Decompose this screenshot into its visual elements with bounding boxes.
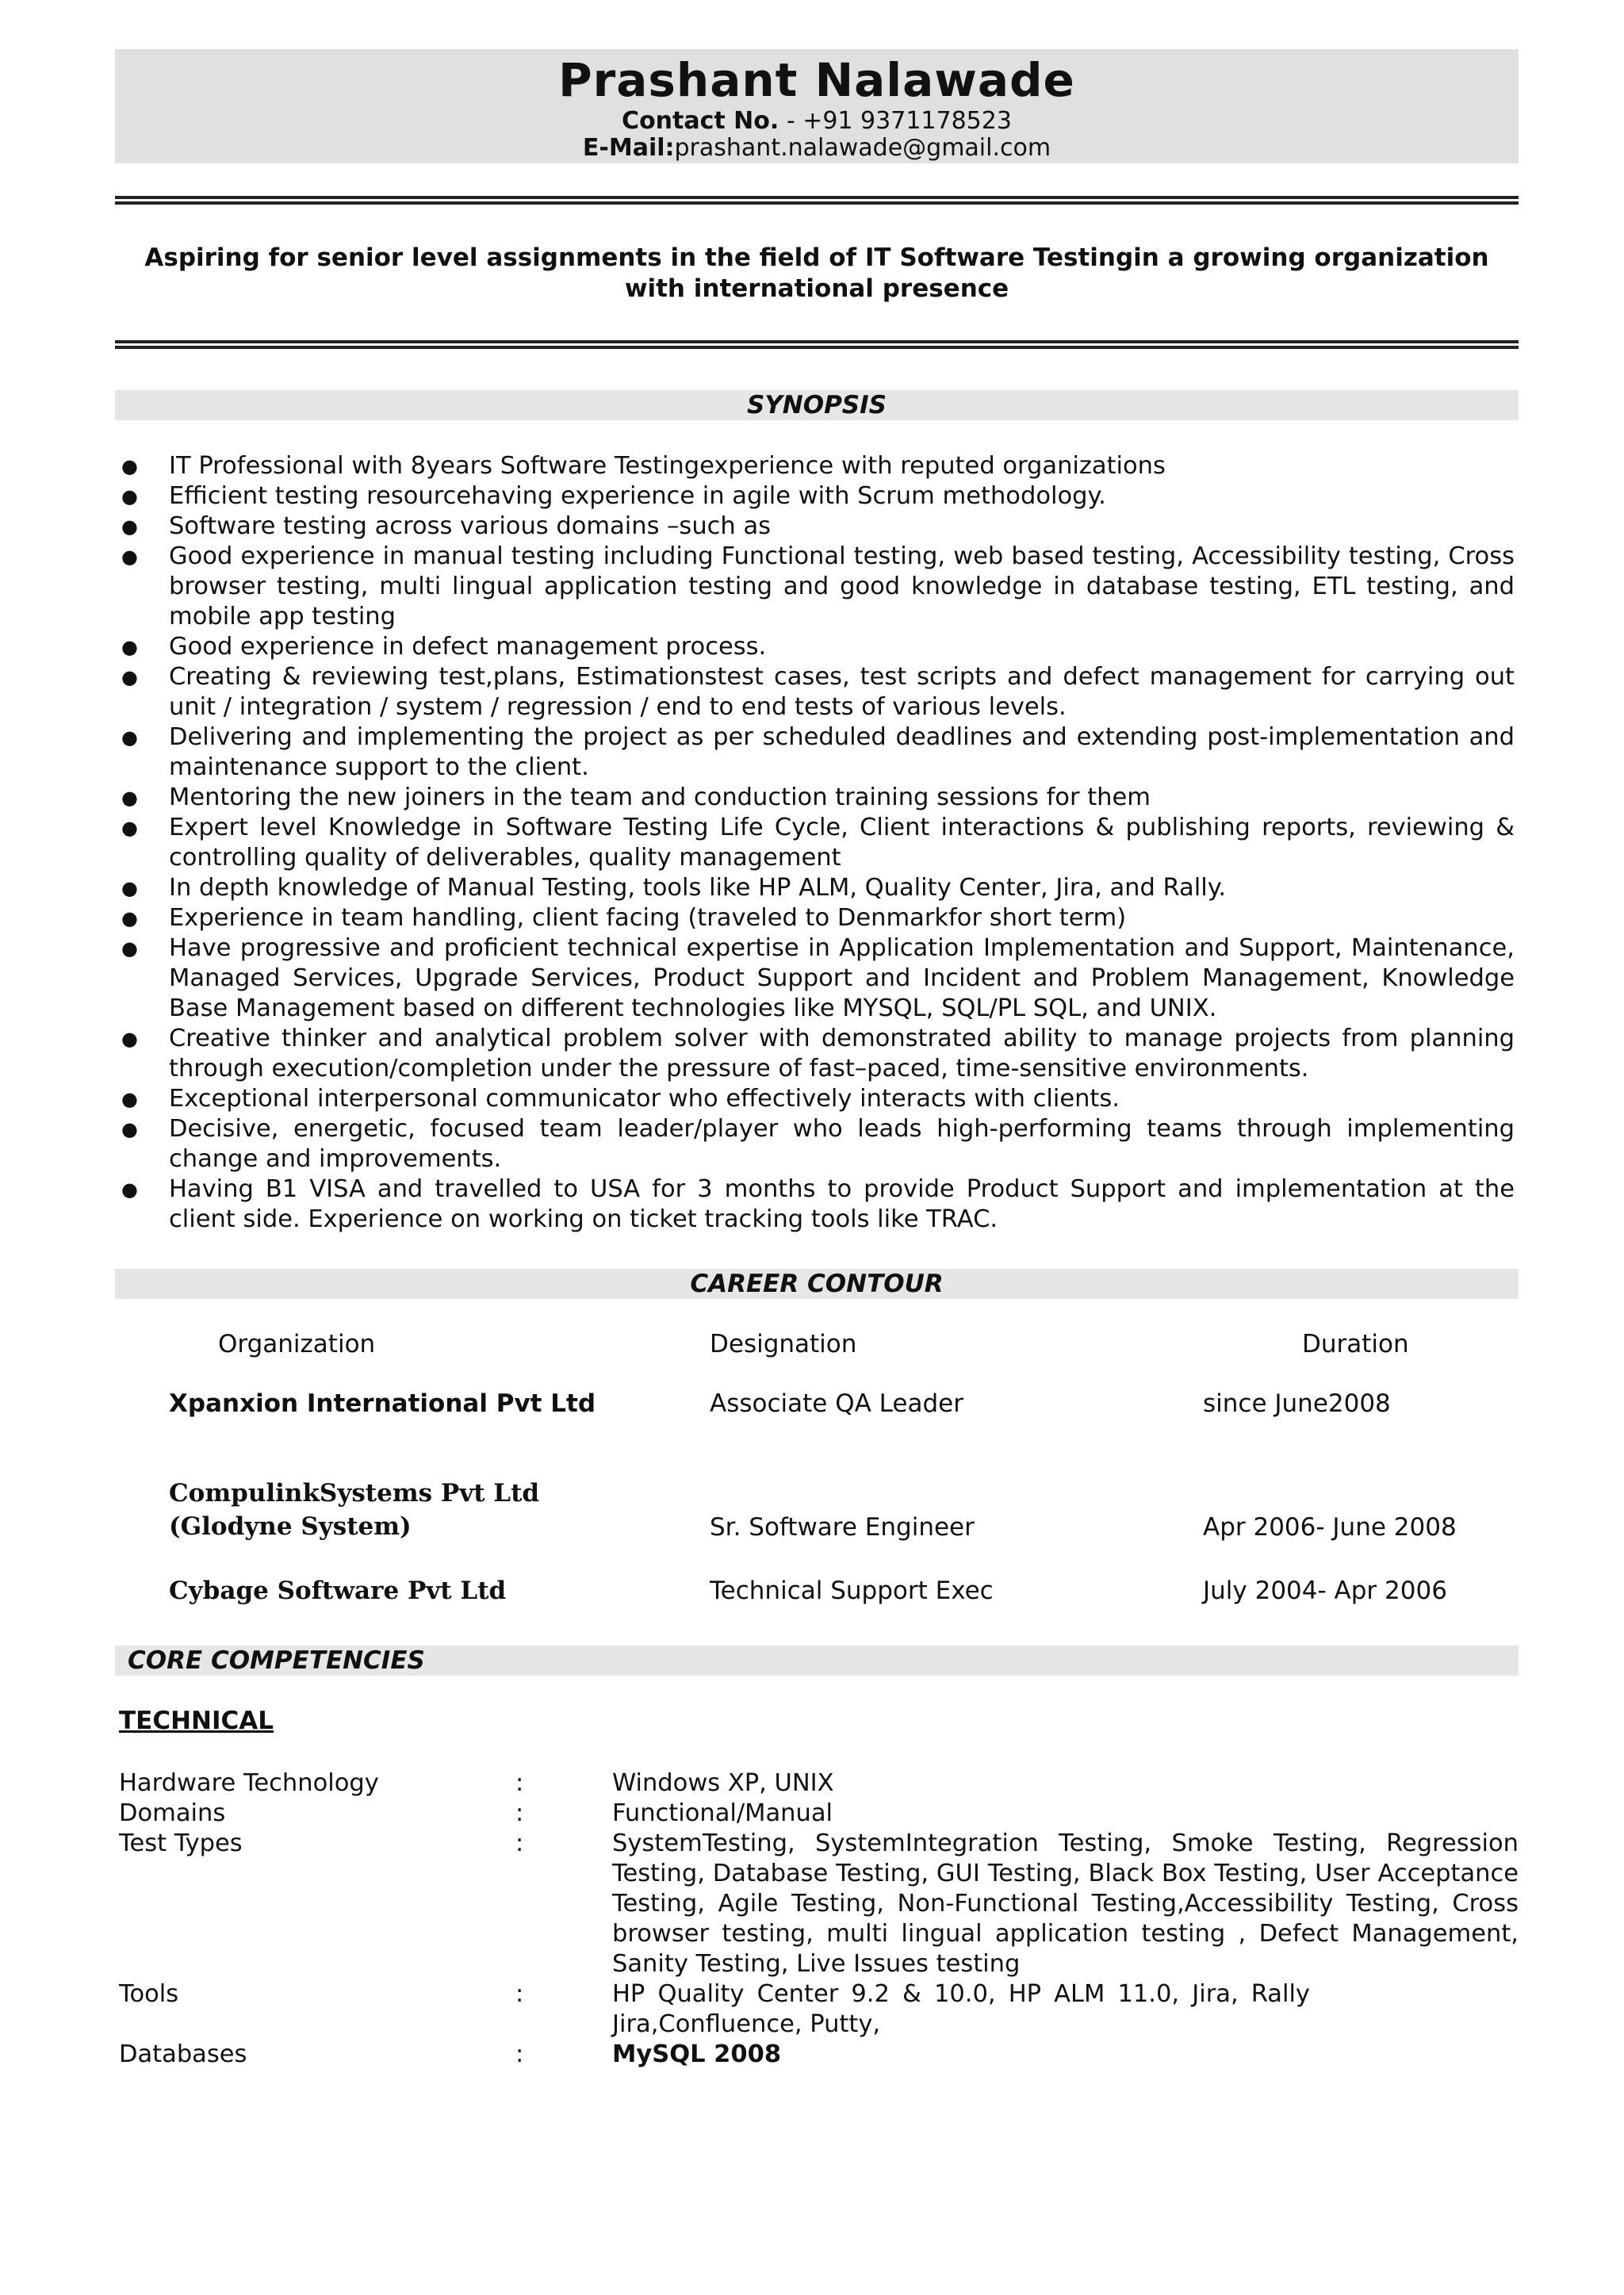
row-colon: : [515,1829,524,1857]
duration: since June2008 [1203,1389,1391,1418]
row-label: Databases [119,2040,247,2068]
list-item: ● In depth knowledge of Manual Testing, tools like HP ALM, Quality Center, Jira, and Rally. [121,874,1227,902]
col-header-organization: Organization [218,1330,376,1358]
header-block [115,49,1519,163]
section-career-title: CAREER CONTOUR [115,1269,1519,1299]
divider-objective [115,340,1519,351]
table-row [119,2040,1519,2070]
table-row [119,1979,1519,2040]
section-synopsis-title: SYNOPSIS [115,390,1519,420]
email-value: prashant.nalawade@gmail.com [674,134,1051,162]
duration: July 2004- Apr 2006 [1203,1577,1447,1605]
list-item: ● Experience in team handling, client facing (traveled to Denmarkfor short term) [121,904,1127,932]
duration: Apr 2006- June 2008 [1203,1513,1457,1542]
section-core-competencies-title: CORE COMPETENCIES [115,1646,1519,1676]
technical-table [119,1768,1519,2070]
row-label: Tools [119,1980,179,2008]
email-line [115,135,1519,162]
row-colon: : [515,2040,524,2068]
row-label: Domains [119,1799,226,1827]
list-item: ● Exceptional interpersonal communicator who effectively interacts with clients. [121,1085,1120,1113]
list-item: ● Have progressive and proficient technical expertise in Application Implementation and Support, Maintenance, Managed Services, Upgrade Services, Product Support and Incident and Problem Management, Knowledge Base Management based on different technologies like MYSQL, SQL/PL SQL, and UNIX. [121,934,1515,1022]
list-item: ● Mentoring the new joiners in the team and conduction training sessions for them [121,784,1151,811]
list-item: ● Expert level Knowledge in Software Testing Life Cycle, Client interactions & publishing reports, reviewing & controlling quality of deliverables, quality management [121,814,1515,872]
contact-line [115,108,1519,135]
row-colon: : [515,1769,524,1797]
org-name: CompulinkSystems Pvt Ltd (Glodyne System) [169,1479,540,1541]
list-item: ● Having B1 VISA and travelled to USA for 3 months to provide Product Support and implementation at the client side. Experience on working on ticket tracking tools like TRAC. [121,1175,1515,1233]
list-item: ● Delivering and implementing the project as per scheduled deadlines and extending post-implementation and maintenance support to the client. [121,723,1515,781]
list-item: ● Efficient testing resourcehaving experience in agile with Scrum methodology. [121,482,1106,510]
candidate-name: Prashant Nalawade [558,53,1075,107]
list-item: ● Decisive, energetic, focused team leader/player who leads high-performing teams through implementing change and improvements. [121,1115,1515,1173]
designation: Associate QA Leader [710,1389,963,1418]
designation: Technical Support Exec [710,1577,994,1605]
contact-value: - +91 9371178523 [779,107,1012,135]
row-label: Hardware Technology [119,1769,379,1797]
row-colon: : [515,1799,524,1827]
email-label: E-Mail: [582,134,675,162]
divider-top [115,196,1519,207]
row-value: SystemTesting, SystemIntegration Testing, Smoke Testing, Regression Testing, Database Testing, GUI Testing, Black Box Testing, User Acceptance Testing, Agile Testing, Non-Functional Testing,Accessibility Testing, Cross browser testing, multi lingual application testing , Defect Management, Sanity Testing, Live Issues testing [612,1829,1519,1978]
row-value: HP Quality Center 9.2 & 10.0, HP ALM 11.0, Jira, Rally Jira,Confluence, Putty, [612,1980,1310,2038]
row-value: MySQL 2008 [612,2040,782,2068]
col-header-duration: Duration [1302,1330,1409,1358]
org-name: Cybage Software Pvt Ltd [169,1577,507,1605]
row-label: Test Types [119,1829,243,1857]
list-item: ● Software testing across various domains –such as [121,512,772,540]
row-value: Windows XP, UNIX [612,1769,834,1797]
row-value: Functional/Manual [612,1799,833,1827]
designation: Sr. Software Engineer [710,1513,975,1542]
table-row [119,1829,1519,1979]
list-item: ● Creative thinker and analytical problem solver with demonstrated ability to manage projects from planning through execution/completion under the pressure of fast–paced, time-sensitive environments. [121,1025,1515,1082]
objective-statement: Aspiring for senior level assignments in the field of IT Software Testingin a growing organization with international presence [144,243,1489,303]
list-item: ● IT Professional with 8years Software Testingexperience with reputed organizations [121,452,1166,480]
col-header-designation: Designation [710,1330,857,1358]
org-name: Xpanxion International Pvt Ltd [169,1389,596,1418]
contact-label: Contact No. [622,107,779,135]
row-colon: : [515,1980,524,2008]
technical-subtitle: TECHNICAL [119,1707,274,1735]
list-item: ● Good experience in manual testing including Functional testing, web based testing, Accessibility testing, Cross browser testing, multi lingual application testing and good knowledge in database testing, ETL testing, and mobile app testing [121,542,1515,630]
list-item: ● Good experience in defect management process. [121,633,767,661]
synopsis-list [115,451,1519,1235]
table-row [119,1799,1519,1829]
list-item: ● Creating & reviewing test,plans, Estimationstest cases, test scripts and defect management for carrying out unit / integration / system / regression / end to end tests of various levels. [121,663,1515,721]
table-row [119,1768,1519,1799]
